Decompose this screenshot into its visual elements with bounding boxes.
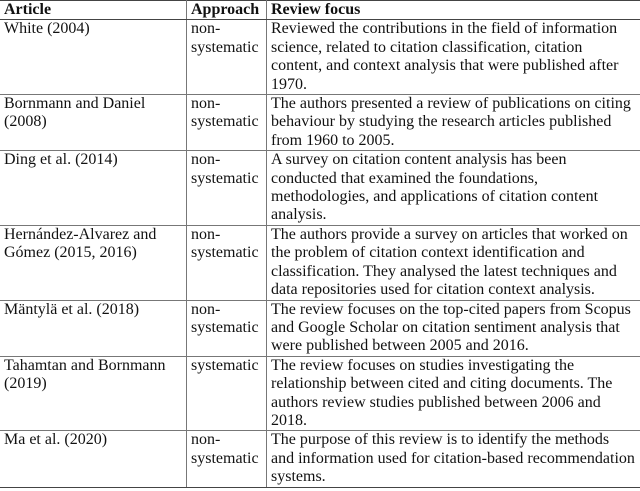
table-row bbox=[0, 95, 640, 151]
article-cell: Bornmann and Daniel (2008) bbox=[0, 95, 187, 151]
article-cell: Mäntylä et al. (2018) bbox=[0, 300, 187, 356]
approach-cell: non-systematic bbox=[187, 225, 267, 300]
article-cell: Hernández-Alvarez and Gómez (2015, 2016) bbox=[0, 225, 187, 300]
approach-cell: non-systematic bbox=[187, 95, 267, 151]
review-focus-cell: The review focuses on the top-cited papers from Scopus and Google Scholar on citation sentiment analysis that were published between 2005 and 2016. bbox=[267, 300, 640, 356]
article-cell: Ding et al. (2014) bbox=[0, 151, 187, 226]
article-cell: White (2004) bbox=[0, 20, 187, 95]
review-focus-cell: The purpose of this review is to identify the methods and information used for citation-based recommendation systems. bbox=[267, 431, 640, 487]
article-cell: Tahamtan and Bornmann (2019) bbox=[0, 356, 187, 431]
review-focus-cell: The authors presented a review of publications on citing behaviour by studying the research articles published from 1960 to 2005. bbox=[267, 95, 640, 151]
header-review-focus: Review focus bbox=[267, 1, 640, 20]
review-focus-cell: The authors provide a survey on articles that worked on the problem of citation context identification and classification. They analysed the latest techniques and data repositories used for citation context analysis. bbox=[267, 225, 640, 300]
approach-cell: non-systematic bbox=[187, 300, 267, 356]
table-row bbox=[0, 300, 640, 356]
approach-cell: non-systematic bbox=[187, 431, 267, 487]
approach-cell: non-systematic bbox=[187, 20, 267, 95]
header-row bbox=[0, 1, 640, 20]
approach-cell: systematic bbox=[187, 356, 267, 431]
review-focus-cell: The review focuses on studies investigating the relationship between cited and citing documents. The authors review studies published between 2006 and 2018. bbox=[267, 356, 640, 431]
approach-cell: non-systematic bbox=[187, 151, 267, 226]
table-row bbox=[0, 151, 640, 226]
review-focus-cell: A survey on citation content analysis has been conducted that examined the foundations, methodologies, and applications of citation content analysis. bbox=[267, 151, 640, 226]
review-focus-cell: Reviewed the contributions in the field of information science, related to citation classification, citation content, and context analysis that were published after 1970. bbox=[267, 20, 640, 95]
header-approach: Approach bbox=[187, 1, 267, 20]
header-article: Article bbox=[0, 1, 187, 20]
table-row bbox=[0, 20, 640, 95]
table-row bbox=[0, 431, 640, 487]
table-row bbox=[0, 356, 640, 431]
table-row bbox=[0, 225, 640, 300]
article-cell: Ma et al. (2020) bbox=[0, 431, 187, 487]
